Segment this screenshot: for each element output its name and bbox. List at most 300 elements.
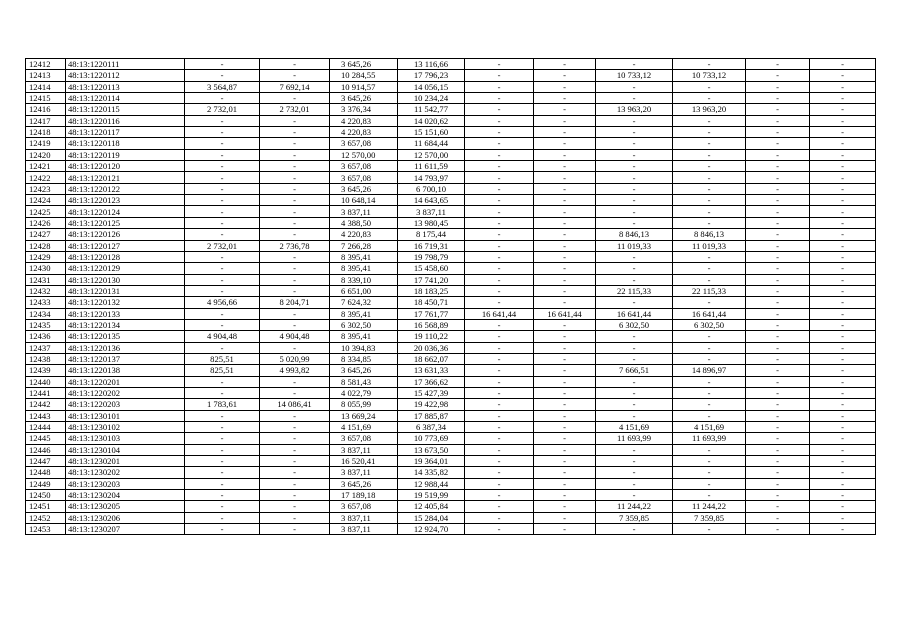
value-cell-7: 10 733,12 — [596, 70, 673, 81]
value-cell-6: - — [534, 399, 596, 410]
row-number-cell: 12450 — [26, 490, 66, 501]
value-cell-10: - — [810, 433, 876, 444]
row-number-cell: 12422 — [26, 172, 66, 183]
value-cell-3: 3 657,08 — [330, 161, 398, 172]
value-cell-8: - — [673, 376, 746, 387]
value-cell-1: 825,51 — [185, 353, 260, 364]
value-cell-1: - — [185, 285, 260, 296]
value-cell-4: 10 234,24 — [398, 93, 465, 104]
value-cell-3: 3 837,11 — [330, 467, 398, 478]
row-number-cell: 12423 — [26, 183, 66, 194]
value-cell-1: - — [185, 138, 260, 149]
value-cell-9: - — [746, 93, 810, 104]
value-cell-9: - — [746, 274, 810, 285]
table-row — [26, 456, 876, 467]
table-row — [26, 467, 876, 478]
row-number-cell: 12448 — [26, 467, 66, 478]
row-number-cell: 12418 — [26, 127, 66, 138]
row-number-cell: 12430 — [26, 263, 66, 274]
value-cell-3: 3 657,08 — [330, 138, 398, 149]
row-number-cell: 12433 — [26, 297, 66, 308]
value-cell-9: - — [746, 433, 810, 444]
value-cell-10: - — [810, 524, 876, 535]
row-number-cell: 12453 — [26, 524, 66, 535]
cadastral-number-cell: 48:13:1230101 — [66, 410, 185, 421]
table-row — [26, 127, 876, 138]
value-cell-5: - — [465, 229, 534, 240]
value-cell-1: 1 783,61 — [185, 399, 260, 410]
value-cell-2: - — [260, 251, 330, 262]
value-cell-7: 8 846,13 — [596, 229, 673, 240]
value-cell-10: - — [810, 240, 876, 251]
value-cell-1: - — [185, 206, 260, 217]
row-number-cell: 12435 — [26, 319, 66, 330]
cadastral-number-cell: 48:13:1220138 — [66, 365, 185, 376]
value-cell-10: - — [810, 195, 876, 206]
table-row — [26, 274, 876, 285]
value-cell-8: - — [673, 217, 746, 228]
value-cell-6: - — [534, 70, 596, 81]
value-cell-6: - — [534, 240, 596, 251]
value-cell-8: - — [673, 342, 746, 353]
row-number-cell: 12440 — [26, 376, 66, 387]
table-row — [26, 297, 876, 308]
table-row — [26, 387, 876, 398]
value-cell-5: - — [465, 342, 534, 353]
value-cell-4: 18 662,07 — [398, 353, 465, 364]
cadastral-number-cell: 48:13:1220202 — [66, 387, 185, 398]
value-cell-8: - — [673, 127, 746, 138]
value-cell-3: 3 645,26 — [330, 93, 398, 104]
value-cell-3: 3 645,26 — [330, 478, 398, 489]
value-cell-1: 4 956,66 — [185, 297, 260, 308]
value-cell-10: - — [810, 297, 876, 308]
value-cell-2: - — [260, 387, 330, 398]
value-cell-8: 16 641,44 — [673, 308, 746, 319]
value-cell-1: - — [185, 490, 260, 501]
value-cell-1: - — [185, 387, 260, 398]
cadastral-number-cell: 48:13:1230201 — [66, 456, 185, 467]
value-cell-2: - — [260, 217, 330, 228]
table-row — [26, 490, 876, 501]
value-cell-7: - — [596, 195, 673, 206]
value-cell-4: 17 366,62 — [398, 376, 465, 387]
value-cell-3: 8 395,41 — [330, 331, 398, 342]
value-cell-9: - — [746, 172, 810, 183]
cadastral-number-cell: 48:13:1220130 — [66, 274, 185, 285]
value-cell-1: 825,51 — [185, 365, 260, 376]
value-cell-3: 13 669,24 — [330, 410, 398, 421]
cadastral-number-cell: 48:13:1220125 — [66, 217, 185, 228]
value-cell-2: - — [260, 274, 330, 285]
value-cell-7: 13 963,20 — [596, 104, 673, 115]
value-cell-8: 6 302,50 — [673, 319, 746, 330]
value-cell-7: 22 115,33 — [596, 285, 673, 296]
value-cell-10: - — [810, 501, 876, 512]
value-cell-5: - — [465, 206, 534, 217]
value-cell-2: - — [260, 490, 330, 501]
value-cell-5: - — [465, 433, 534, 444]
value-cell-4: 17 741,20 — [398, 274, 465, 285]
value-cell-5: - — [465, 331, 534, 342]
value-cell-8: - — [673, 353, 746, 364]
value-cell-4: 15 151,60 — [398, 127, 465, 138]
value-cell-3: 6 302,50 — [330, 319, 398, 330]
value-cell-10: - — [810, 70, 876, 81]
value-cell-3: 17 189,18 — [330, 490, 398, 501]
value-cell-2: - — [260, 263, 330, 274]
value-cell-8: - — [673, 115, 746, 126]
table-row — [26, 59, 876, 70]
value-cell-6: - — [534, 217, 596, 228]
value-cell-3: 10 648,14 — [330, 195, 398, 206]
value-cell-6: - — [534, 183, 596, 194]
value-cell-7: - — [596, 217, 673, 228]
value-cell-10: - — [810, 422, 876, 433]
value-cell-4: 17 761,77 — [398, 308, 465, 319]
value-cell-9: - — [746, 342, 810, 353]
value-cell-9: - — [746, 501, 810, 512]
document-page — [25, 58, 876, 535]
value-cell-2: - — [260, 138, 330, 149]
cadastral-number-cell: 48:13:1230204 — [66, 490, 185, 501]
value-cell-6: - — [534, 59, 596, 70]
value-cell-2: - — [260, 342, 330, 353]
row-number-cell: 12445 — [26, 433, 66, 444]
value-cell-9: - — [746, 410, 810, 421]
value-cell-5: - — [465, 70, 534, 81]
value-cell-9: - — [746, 467, 810, 478]
value-cell-1: - — [185, 433, 260, 444]
table-row — [26, 478, 876, 489]
value-cell-6: - — [534, 263, 596, 274]
value-cell-5: - — [465, 399, 534, 410]
row-number-cell: 12414 — [26, 81, 66, 92]
cadastral-number-cell: 48:13:1220203 — [66, 399, 185, 410]
value-cell-10: - — [810, 478, 876, 489]
value-cell-8: 4 151,69 — [673, 422, 746, 433]
table-row — [26, 81, 876, 92]
value-cell-1: - — [185, 172, 260, 183]
value-cell-4: 19 110,22 — [398, 331, 465, 342]
value-cell-7: 4 151,69 — [596, 422, 673, 433]
value-cell-4: 15 458,60 — [398, 263, 465, 274]
value-cell-7: - — [596, 263, 673, 274]
row-number-cell: 12419 — [26, 138, 66, 149]
table-body — [26, 59, 876, 535]
value-cell-6: - — [534, 149, 596, 160]
cadastral-number-cell: 48:13:1220112 — [66, 70, 185, 81]
value-cell-8: 8 846,13 — [673, 229, 746, 240]
value-cell-3: 16 520,41 — [330, 456, 398, 467]
value-cell-5: - — [465, 149, 534, 160]
value-cell-9: - — [746, 478, 810, 489]
value-cell-3: 8 334,85 — [330, 353, 398, 364]
value-cell-8: - — [673, 467, 746, 478]
value-cell-10: - — [810, 251, 876, 262]
value-cell-4: 17 885,87 — [398, 410, 465, 421]
value-cell-7: - — [596, 456, 673, 467]
value-cell-3: 4 151,69 — [330, 422, 398, 433]
value-cell-1: - — [185, 59, 260, 70]
value-cell-3: 4 220,83 — [330, 127, 398, 138]
value-cell-10: - — [810, 206, 876, 217]
row-number-cell: 12449 — [26, 478, 66, 489]
row-number-cell: 12425 — [26, 206, 66, 217]
value-cell-4: 18 450,71 — [398, 297, 465, 308]
table-row — [26, 115, 876, 126]
value-cell-10: - — [810, 172, 876, 183]
value-cell-8: - — [673, 263, 746, 274]
row-number-cell: 12452 — [26, 512, 66, 523]
value-cell-1: - — [185, 308, 260, 319]
cadastral-number-cell: 48:13:1220111 — [66, 59, 185, 70]
value-cell-1: - — [185, 149, 260, 160]
value-cell-2: - — [260, 229, 330, 240]
value-cell-8: 11 693,99 — [673, 433, 746, 444]
value-cell-5: - — [465, 410, 534, 421]
value-cell-2: 8 204,71 — [260, 297, 330, 308]
value-cell-7: - — [596, 115, 673, 126]
value-cell-3: 4 022,79 — [330, 387, 398, 398]
value-cell-2: 2 736,78 — [260, 240, 330, 251]
value-cell-1: - — [185, 422, 260, 433]
table-row — [26, 365, 876, 376]
value-cell-10: - — [810, 410, 876, 421]
value-cell-6: - — [534, 456, 596, 467]
value-cell-4: 11 684,44 — [398, 138, 465, 149]
value-cell-6: - — [534, 319, 596, 330]
value-cell-3: 3 645,26 — [330, 59, 398, 70]
value-cell-8: 11 244,22 — [673, 501, 746, 512]
value-cell-6: - — [534, 172, 596, 183]
value-cell-3: 3 645,26 — [330, 183, 398, 194]
value-cell-8: - — [673, 161, 746, 172]
value-cell-3: 3 657,08 — [330, 172, 398, 183]
table-row — [26, 172, 876, 183]
table-row — [26, 161, 876, 172]
cadastral-number-cell: 48:13:1220124 — [66, 206, 185, 217]
value-cell-8: 14 896,97 — [673, 365, 746, 376]
value-cell-6: - — [534, 206, 596, 217]
value-cell-4: 3 837,11 — [398, 206, 465, 217]
cadastral-number-cell: 48:13:1230202 — [66, 467, 185, 478]
value-cell-5: - — [465, 127, 534, 138]
value-cell-10: - — [810, 161, 876, 172]
value-cell-9: - — [746, 138, 810, 149]
value-cell-8: - — [673, 274, 746, 285]
value-cell-8: - — [673, 456, 746, 467]
value-cell-8: - — [673, 149, 746, 160]
value-cell-1: - — [185, 161, 260, 172]
value-cell-4: 16 568,89 — [398, 319, 465, 330]
value-cell-4: 14 643,65 — [398, 195, 465, 206]
table-row — [26, 433, 876, 444]
value-cell-3: 8 055,99 — [330, 399, 398, 410]
value-cell-9: - — [746, 195, 810, 206]
row-number-cell: 12441 — [26, 387, 66, 398]
row-number-cell: 12427 — [26, 229, 66, 240]
value-cell-2: - — [260, 433, 330, 444]
value-cell-6: - — [534, 433, 596, 444]
value-cell-7: - — [596, 274, 673, 285]
value-cell-7: - — [596, 444, 673, 455]
value-cell-8: - — [673, 331, 746, 342]
value-cell-8: - — [673, 81, 746, 92]
value-cell-3: 3 645,26 — [330, 365, 398, 376]
row-number-cell: 12434 — [26, 308, 66, 319]
cadastral-number-cell: 48:13:1220117 — [66, 127, 185, 138]
value-cell-4: 11 542,77 — [398, 104, 465, 115]
value-cell-8: - — [673, 399, 746, 410]
cadastral-number-cell: 48:13:1220119 — [66, 149, 185, 160]
value-cell-3: 7 266,28 — [330, 240, 398, 251]
value-cell-10: - — [810, 115, 876, 126]
value-cell-10: - — [810, 456, 876, 467]
value-cell-9: - — [746, 308, 810, 319]
value-cell-8: - — [673, 59, 746, 70]
value-cell-6: - — [534, 81, 596, 92]
value-cell-5: - — [465, 376, 534, 387]
value-cell-1: - — [185, 70, 260, 81]
value-cell-1: 4 904,48 — [185, 331, 260, 342]
cadastral-number-cell: 48:13:1220120 — [66, 161, 185, 172]
cadastral-number-cell: 48:13:1230206 — [66, 512, 185, 523]
value-cell-1: - — [185, 342, 260, 353]
cadastral-number-cell: 48:13:1220121 — [66, 172, 185, 183]
value-cell-7: - — [596, 399, 673, 410]
value-cell-7: - — [596, 467, 673, 478]
value-cell-5: - — [465, 501, 534, 512]
value-cell-10: - — [810, 353, 876, 364]
value-cell-7: - — [596, 183, 673, 194]
value-cell-5: - — [465, 365, 534, 376]
cadastral-number-cell: 48:13:1220118 — [66, 138, 185, 149]
value-cell-2: 2 732,01 — [260, 104, 330, 115]
value-cell-6: - — [534, 274, 596, 285]
value-cell-6: - — [534, 229, 596, 240]
value-cell-2: - — [260, 70, 330, 81]
value-cell-4: 8 175,44 — [398, 229, 465, 240]
value-cell-5: - — [465, 263, 534, 274]
value-cell-2: - — [260, 285, 330, 296]
table-row — [26, 444, 876, 455]
value-cell-6: - — [534, 410, 596, 421]
value-cell-5: - — [465, 274, 534, 285]
cadastral-number-cell: 48:13:1220113 — [66, 81, 185, 92]
value-cell-4: 13 980,45 — [398, 217, 465, 228]
value-cell-8: - — [673, 206, 746, 217]
cadastral-value-table — [25, 58, 876, 535]
value-cell-8: - — [673, 387, 746, 398]
value-cell-8: - — [673, 297, 746, 308]
value-cell-8: - — [673, 478, 746, 489]
cadastral-number-cell: 48:13:1230205 — [66, 501, 185, 512]
value-cell-2: - — [260, 149, 330, 160]
cadastral-number-cell: 48:13:1220137 — [66, 353, 185, 364]
value-cell-8: 10 733,12 — [673, 70, 746, 81]
value-cell-4: 20 036,36 — [398, 342, 465, 353]
value-cell-1: - — [185, 467, 260, 478]
value-cell-7: 7 359,85 — [596, 512, 673, 523]
value-cell-2: - — [260, 444, 330, 455]
value-cell-1: - — [185, 319, 260, 330]
value-cell-5: 16 641,44 — [465, 308, 534, 319]
value-cell-2: - — [260, 172, 330, 183]
value-cell-7: 11 019,33 — [596, 240, 673, 251]
value-cell-1: - — [185, 456, 260, 467]
value-cell-6: - — [534, 490, 596, 501]
value-cell-4: 10 773,69 — [398, 433, 465, 444]
value-cell-10: - — [810, 376, 876, 387]
cadastral-number-cell: 48:13:1220136 — [66, 342, 185, 353]
value-cell-4: 18 183,25 — [398, 285, 465, 296]
value-cell-10: - — [810, 399, 876, 410]
value-cell-7: - — [596, 81, 673, 92]
value-cell-3: 3 376,34 — [330, 104, 398, 115]
value-cell-8: - — [673, 195, 746, 206]
value-cell-9: - — [746, 263, 810, 274]
value-cell-8: - — [673, 138, 746, 149]
value-cell-6: - — [534, 104, 596, 115]
value-cell-9: - — [746, 490, 810, 501]
value-cell-7: 11 244,22 — [596, 501, 673, 512]
value-cell-2: - — [260, 93, 330, 104]
value-cell-6: - — [534, 195, 596, 206]
value-cell-5: - — [465, 387, 534, 398]
table-row — [26, 104, 876, 115]
value-cell-6: - — [534, 251, 596, 262]
value-cell-6: - — [534, 353, 596, 364]
value-cell-5: - — [465, 353, 534, 364]
table-row — [26, 229, 876, 240]
value-cell-3: 8 581,43 — [330, 376, 398, 387]
table-row — [26, 331, 876, 342]
row-number-cell: 12420 — [26, 149, 66, 160]
value-cell-5: - — [465, 251, 534, 262]
value-cell-8: 11 019,33 — [673, 240, 746, 251]
value-cell-2: 4 904,48 — [260, 331, 330, 342]
value-cell-2: - — [260, 467, 330, 478]
value-cell-6: - — [534, 138, 596, 149]
row-number-cell: 12424 — [26, 195, 66, 206]
table-row — [26, 251, 876, 262]
cadastral-number-cell: 48:13:1220126 — [66, 229, 185, 240]
value-cell-4: 16 719,31 — [398, 240, 465, 251]
value-cell-1: 2 732,01 — [185, 240, 260, 251]
table-row — [26, 195, 876, 206]
value-cell-1: - — [185, 183, 260, 194]
value-cell-3: 3 837,11 — [330, 444, 398, 455]
value-cell-3: 4 388,50 — [330, 217, 398, 228]
value-cell-3: 4 220,83 — [330, 115, 398, 126]
row-number-cell: 12428 — [26, 240, 66, 251]
table-row — [26, 240, 876, 251]
value-cell-7: - — [596, 353, 673, 364]
table-row — [26, 206, 876, 217]
row-number-cell: 12416 — [26, 104, 66, 115]
value-cell-8: - — [673, 524, 746, 535]
value-cell-2: - — [260, 161, 330, 172]
row-number-cell: 12426 — [26, 217, 66, 228]
value-cell-7: - — [596, 172, 673, 183]
value-cell-2: - — [260, 319, 330, 330]
row-number-cell: 12412 — [26, 59, 66, 70]
value-cell-5: - — [465, 490, 534, 501]
value-cell-9: - — [746, 331, 810, 342]
value-cell-9: - — [746, 127, 810, 138]
cadastral-number-cell: 48:13:1220129 — [66, 263, 185, 274]
